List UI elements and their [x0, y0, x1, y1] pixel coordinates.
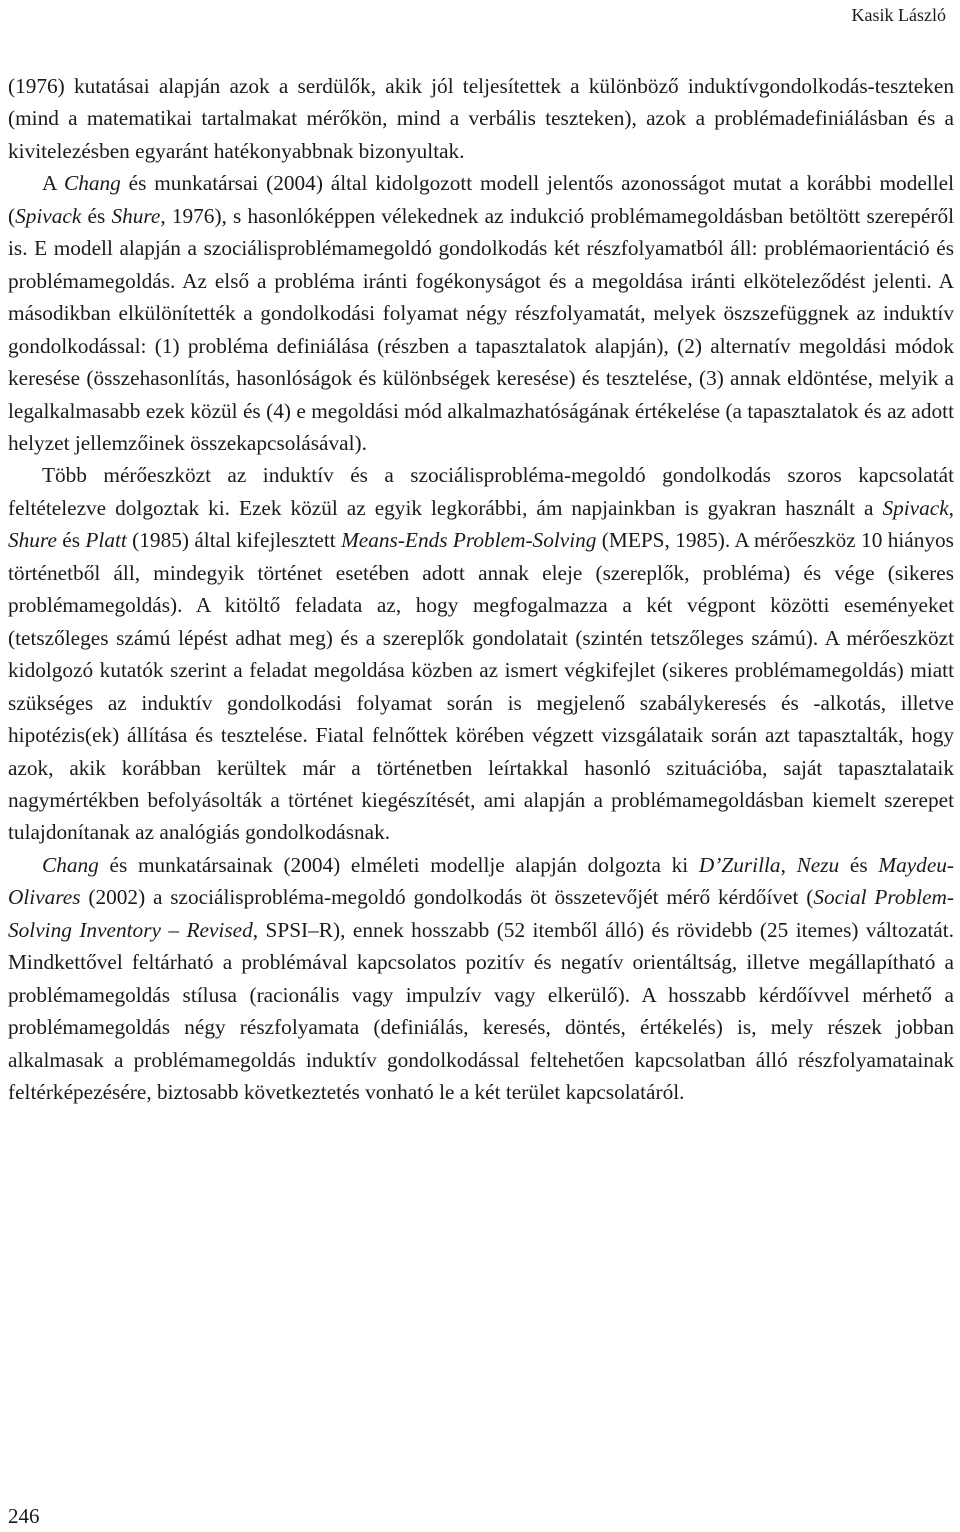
text-run: (MEPS, 1985). A mérőeszköz 10 hiányos történetből áll, mindegyik történet esetében adott annak eleje (szereplők, probléma) és vége (sikeres problémamegoldás). A kitöltő feladata az, hogy megfogalmazza a két végpont közötti eseményeket (tetszőleges számú lépést adhat meg) és a szereplők gondolatait (szintén tetszőleges számú). A mérőeszközt kidolgozó kutatók szerint a feladat megoldása közben az ismert végkifejlet (sikeres problémamegoldás) miatt szükséges az induktív gondolkodási folyamat során is megjelenő szabálykeresés és -alkotás, illetve hipotézis(ek) állítása és tesztelése. Fiatal felnőttek körében végzett vizsgálataik során azt tapasztalták, hogy azok, akik korábban kerültek már a történetben leírtakkal hasonló szituációba, saját tapasztalataik nagymértékben befolyásolták a történet kiegészítését, ami alapján a problémamegoldásban kiemelt szerepet tulajdonítanak az analógiás gondolkodásnak.: [8, 528, 954, 845]
italic-run: Chang: [42, 852, 99, 877]
text-run: A: [42, 171, 65, 196]
paragraph-4: [8, 849, 954, 1109]
article-body: [8, 70, 954, 1109]
running-header-author: Kasik László: [851, 5, 946, 25]
text-run: Több mérőeszközt az induktív és a szociálisprobléma-megoldó gondolkodás szoros kapcsolatát feltételezve dolgoztak ki. Ezek közül az egyik legkorábbi, ám napjainkban is gyakran használt a: [8, 463, 954, 520]
text-run: és: [839, 852, 879, 877]
italic-run: Means-Ends Problem-Solving: [341, 528, 597, 553]
paragraph-2: [8, 167, 954, 459]
italic-run: Maydeu-Olivares: [8, 852, 955, 910]
text-run: (2002) a szociálisprobléma-megoldó gondolkodás öt összetevőjét mérő kérdőívet (: [80, 885, 814, 910]
page-number: 246: [8, 1504, 40, 1528]
text-run: és munkatársainak (2004) elméleti modellje alapján dolgozta ki: [98, 852, 699, 877]
italic-run: Spivack: [15, 203, 82, 228]
italic-run: Social Problem-Solving Inventory – Revised: [8, 885, 955, 942]
italic-run: Shure: [8, 528, 57, 553]
text-run: , SPSI–R), ennek hosszabb (52 itemből álló) és rövidebb (25 itemes) változatát. Mindkettővel feltárható a problémával kapcsolatos pozitív és negatív orientáltság, illetve megállapítható a problémamegoldás stílusa (racionális vagy impulzív vagy elkerülő). A hosszabb kérdőívvel mérhető a problémamegoldás négy részfolyamata (definiálás, keresés, döntés, értékelés) is, mely részek jobban alkalmasak a problémamegoldás induktív gondolkodással feltehetően kapcsolatban álló részfolyamatainak feltérképezésére, biztosabb következtetés vonható le a két terület kapcsolatáról.: [8, 917, 955, 1105]
italic-run: Shure: [111, 203, 161, 228]
text-run: és: [81, 203, 112, 228]
paragraph-1: [8, 70, 954, 167]
paragraph-3: [8, 459, 954, 848]
text-run: és: [56, 528, 86, 553]
text-run: és munkatársai (2004) által kidolgozott modell jelentős azonosságot mutat a korábbi modellel (: [8, 171, 954, 228]
italic-run: Chang: [64, 171, 121, 196]
italic-run: Platt: [85, 528, 127, 553]
text-run: , 1976), s hasonlóképpen vélekednek az indukció problémamegoldásban betöltött szerepéről is. E modell alapján a szociálisproblémamegoldó gondolkodás két részfolyamatból áll: problémaorientáció és problémamegoldás. Az első a probléma iránti fogékonyságot és a megoldása iránti elköteleződést jelenti. A másodikban elkülönítették a gondolkodási folyamat négy részfolyamatát, melyek öszszefüggnek az induktív gondolkodással: (1) probléma definiálása (részben a tapasztalatok alapján), (2) alternatív megoldási módok keresése (összehasonlítás, hasonlóságok és különbségek keresése) és tesztelése, (3) annak eldöntése, melyik a legalkalmasabb ezek közül és (4) e megoldási mód alkalmazhatóságának értékelése (a tapasztalatok és az adott helyzet jellemzőinek összekapcsolásával).: [8, 203, 955, 455]
italic-run: D’Zurilla: [698, 852, 781, 877]
text-run: (1976) kutatásai alapján azok a serdülők, akik jól teljesítettek a különböző induktívgondolkodás-teszteken (mind a matematikai tartalmakat mérőkön, mind a verbális teszteken), azok a problémadefiniálásban és a kivitelezésben egyaránt hatékonyabbnak bizonyultak.: [8, 74, 954, 163]
text-run: ,: [780, 852, 797, 877]
text-run: ,: [948, 495, 954, 520]
italic-run: Nezu: [796, 852, 840, 877]
italic-run: Spivack: [882, 495, 949, 520]
text-run: (1985) által kifejlesztett: [126, 528, 342, 553]
